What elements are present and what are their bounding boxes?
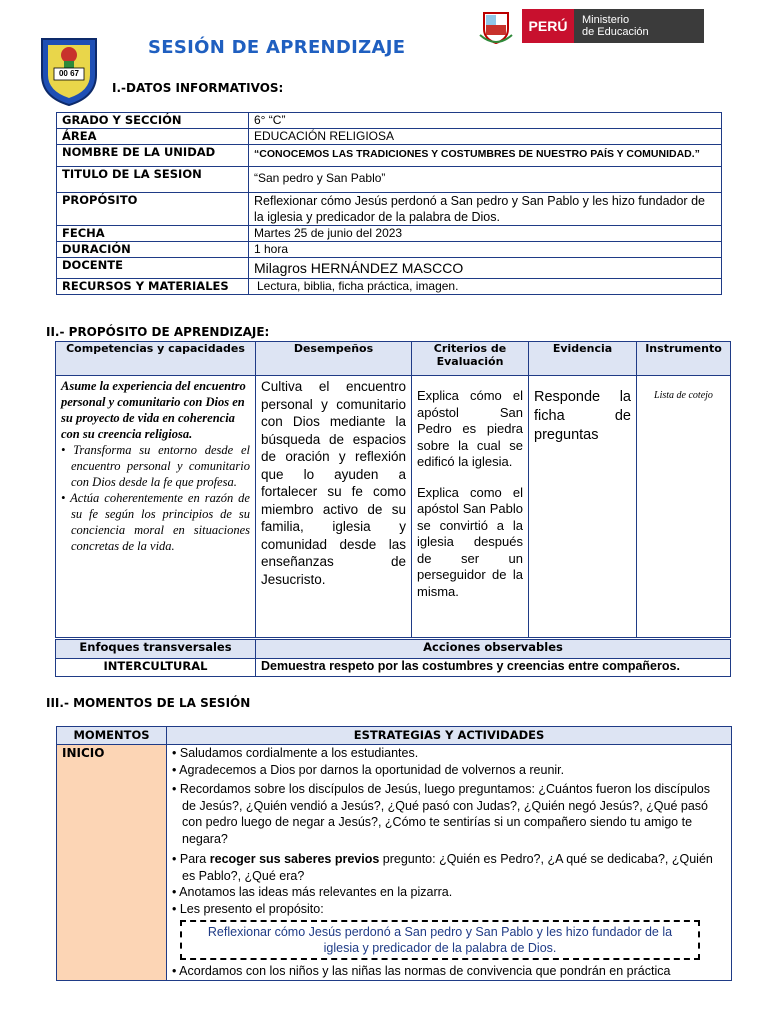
table-header-row: Enfoques transversales Acciones observables: [56, 640, 731, 659]
section3-heading: III.- MOMENTOS DE LA SESIÓN: [46, 696, 251, 710]
list-item: • Recordamos sobre los discípulos de Jesús, luego preguntamos: ¿Cuántos fueron los discípulos de Jesús?, ¿Quién vendió a Jesús?, ¿Qué pasó con Judas?, ¿Quién negó Jesús?, ¿Qué pasó con pedro luego de negar a Jesús?, ¿Cómo te sentirías si un compañero siendo tu amigo te negara?: [172, 782, 711, 846]
desempeno-cell: Cultiva el encuentro personal y comunitario con Dios mediante la búsqueda de espacios de oración y reflexión que lo ayuden a fortalecer su fe como miembro activo de su familia, iglesia y comunidad desde las enseñanzas de Jesucristo.: [256, 376, 412, 638]
proposito-table: [55, 341, 731, 638]
table-row: DURACIÓN 1 hora: [57, 242, 722, 258]
list-item: • Anotamos las ideas más relevantes en la pizarra.: [172, 885, 453, 899]
table-row: GRADO Y SECCIÓN 6° “C”: [57, 113, 722, 129]
list-item: • Les presento el propósito:: [172, 901, 324, 916]
capacidad-item: • Transforma su entorno desde el encuentro personal y comunitario con Dios desde la fe que profesa.: [61, 443, 250, 489]
table-header-row: MOMENTOS ESTRATEGIAS Y ACTIVIDADES: [57, 727, 732, 745]
list-item: • Acordamos con los niños y las niñas las normas de convivencia que pondrán en práctica: [172, 964, 671, 978]
table-row: INTERCULTURAL Demuestra respeto por las costumbres y creencias entre compañeros.: [56, 659, 731, 677]
competencia-text: Asume la experiencia del encuentro personal y comunitario con Dios en su proyecto de vida en coherencia con su creencia religiosa.: [61, 379, 246, 441]
table-row: NOMBRE DE LA UNIDAD “CONOCEMOS LAS TRADICIONES Y COSTUMBRES DE NUESTRO PAÍS Y COMUNIDAD.”: [57, 145, 722, 167]
table-row: [57, 745, 732, 981]
purpose-box: Reflexionar cómo Jesús perdonó a San pedro y San Pablo y les hizo fundador de la iglesia y predicador de la palabra de Dios.: [180, 920, 700, 960]
section1-heading: I.-DATOS INFORMATIVOS:: [112, 81, 284, 95]
table-row: PROPÓSITO Reflexionar cómo Jesús perdonó a San pedro y San Pablo y les hizo fundador de la iglesia y predicador de la palabra de Dios.: [57, 193, 722, 226]
table-row: FECHA Martes 25 de junio del 2023: [57, 226, 722, 242]
page-title: SESIÓN DE APRENDIZAJE: [148, 37, 406, 58]
table-header-row: Competencias y capacidades Desempeños Criterios de Evaluación Evidencia Instrumento: [56, 342, 731, 376]
datos-informativos-table: [56, 112, 722, 295]
criterios-cell: Explica cómo el apóstol San Pedro es piedra sobre la cual se edificó la iglesia. Explica como el apóstol San Pablo se convirtió a la iglesia después de ser un perseguidor de la misma.: [412, 376, 529, 638]
table-row: TITULO DE LA SESION “San pedro y San Pablo”: [57, 167, 722, 193]
table-row: RECURSOS Y MATERIALES Lectura, biblia, ficha práctica, imagen.: [57, 279, 722, 295]
list-item: • Saludamos cordialmente a los estudiantes.: [172, 746, 419, 760]
momento-inicio: INICIO: [57, 745, 167, 981]
instrumento-cell: Lista de cotejo: [637, 376, 731, 638]
ministry-label: Ministerio de Educación: [574, 9, 704, 43]
table-row: ÁREA EDUCACIÓN RELIGIOSA: [57, 129, 722, 145]
peru-coat-of-arms-icon: [478, 5, 514, 45]
competencias-cell: [56, 376, 256, 638]
enfoques-table: [55, 639, 731, 677]
capacidad-item: • Actúa coherentemente en razón de su fe según los principios de su conciencia moral en situaciones concretas de la vida.: [61, 491, 250, 553]
table-row: DOCENTE Milagros HERNÁNDEZ MASCCO: [57, 258, 722, 279]
ministry-logo: [474, 5, 704, 45]
section2-heading: II.- PROPÓSITO DE APRENDIZAJE:: [46, 325, 270, 339]
estrategias-cell: [167, 745, 732, 981]
table-row: [56, 376, 731, 638]
list-item: • Agradecemos a Dios por darnos la oportunidad de volvernos a reunir.: [172, 762, 565, 777]
school-badge-logo: [36, 35, 102, 107]
peru-label: PERÚ: [522, 9, 574, 43]
evidencia-cell: Responde la ficha de preguntas: [529, 376, 637, 638]
momentos-table: [56, 726, 732, 981]
school-badge-number: 00 67: [58, 69, 80, 78]
list-item: • Para recoger sus saberes previos pregunto: ¿Quién es Pedro?, ¿A qué se dedicaba?, ¿Quién es Pablo?, ¿Qué era?: [172, 852, 713, 883]
